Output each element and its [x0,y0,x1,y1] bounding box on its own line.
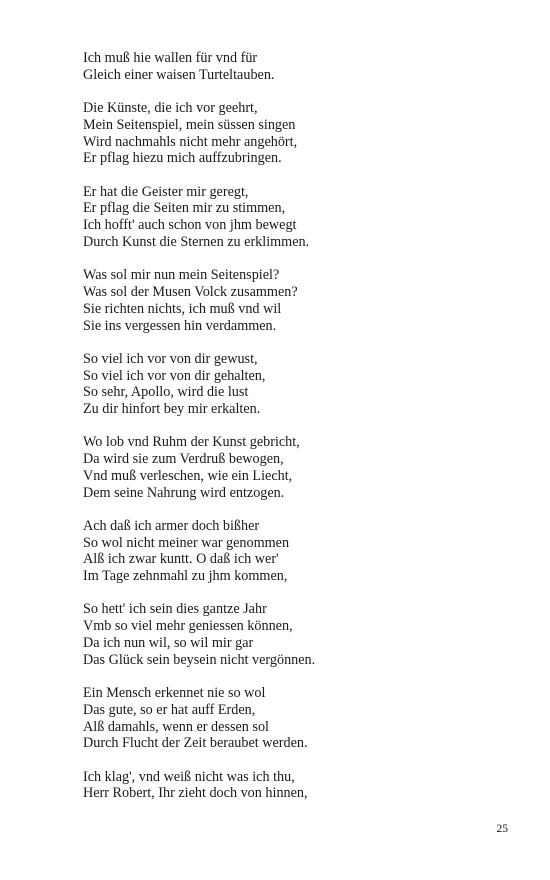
poem-line: Vnd muß verleschen, wie ein Liecht, [83,467,293,484]
stanza [83,434,523,501]
poem-line: Im Tage zehnmahl zu jhm kommen, [83,568,288,585]
poem-line: Da ich nun wil, so wil mir gar [83,635,254,652]
page-number: 25 [496,823,508,835]
stanza [83,100,523,167]
poem-line: Wo lob vnd Ruhm der Kunst gebricht, [83,434,300,451]
poem-line: Die Künste, die ich vor geehrt, [83,99,258,116]
poem-line: Durch Flucht der Zeit beraubet werden. [83,735,308,752]
poem-line: Durch Kunst die Sternen zu erklimmen. [83,233,310,250]
stanza [83,685,523,752]
poem-line: Ich klag', vnd weiß nicht was ich thu, [83,768,295,785]
poem-line: Mein Seitenspiel, mein süssen singen [83,116,296,133]
poem-line: So wol nicht meiner war genommen [83,534,290,551]
stanza [83,267,523,334]
poem-line: Alß damahls, wenn er dessen sol [83,718,269,735]
poem-line: Das Glück sein beysein nicht vergönnen. [83,651,316,668]
poem-line: So viel ich vor von dir gewust, [83,350,258,367]
poem-line: Zu dir hinfort bey mir erkalten. [83,401,261,418]
poem-line: Er hat die Geister mir geregt, [83,183,249,200]
poem-line: So hett' ich sein dies gantze Jahr [83,601,267,618]
poem-line: So viel ich vor von dir gehalten, [83,367,266,384]
poem-line: Er pflag die Seiten mir zu stimmen, [83,200,286,217]
poem-line: Alß ich zwar kuntt. O daß ich wer' [83,551,279,568]
poem-line: Herr Robert, Ihr zieht doch von hinnen, [83,785,308,802]
poem-line: Vmb so viel mehr geniessen können, [83,618,293,635]
poem-line: Wird nachmahls nicht mehr angehört, [83,133,298,150]
poem-line: Ein Mensch erkennet nie so wol [83,685,266,702]
poem-text [83,50,523,819]
poem-line: Ich muß hie wallen für vnd für [83,50,258,66]
poem-line: Ach daß ich armer doch bißher [83,517,260,534]
poem-line: Das gute, so er hat auff Erden, [83,701,256,718]
stanza [83,518,523,585]
poem-line: Sie ins vergessen hin verdammen. [83,317,277,334]
stanza [83,601,523,668]
poem-line: Da wird sie zum Verdruß bewogen, [83,451,284,468]
poem-line: Gleich einer waisen Turteltauben. [83,66,275,83]
stanza [83,184,523,251]
poem-line: Dem seine Nahrung wird entzogen. [83,484,285,501]
poem-line: So sehr, Apollo, wird die lust [83,384,249,401]
poem-line: Was sol mir nun mein Seitenspiel? [83,267,280,284]
poem-line: Er pflag hiezu mich auffzubringen. [83,150,282,167]
stanza [83,351,523,418]
poem-line: Was sol der Musen Volck zusammen? [83,283,298,300]
poem-line: Sie richten nichts, ich muß vnd wil [83,300,282,317]
stanza [83,50,523,84]
stanza [83,769,523,803]
poem-line: Ich hofft' auch schon von jhm bewegt [83,217,297,234]
